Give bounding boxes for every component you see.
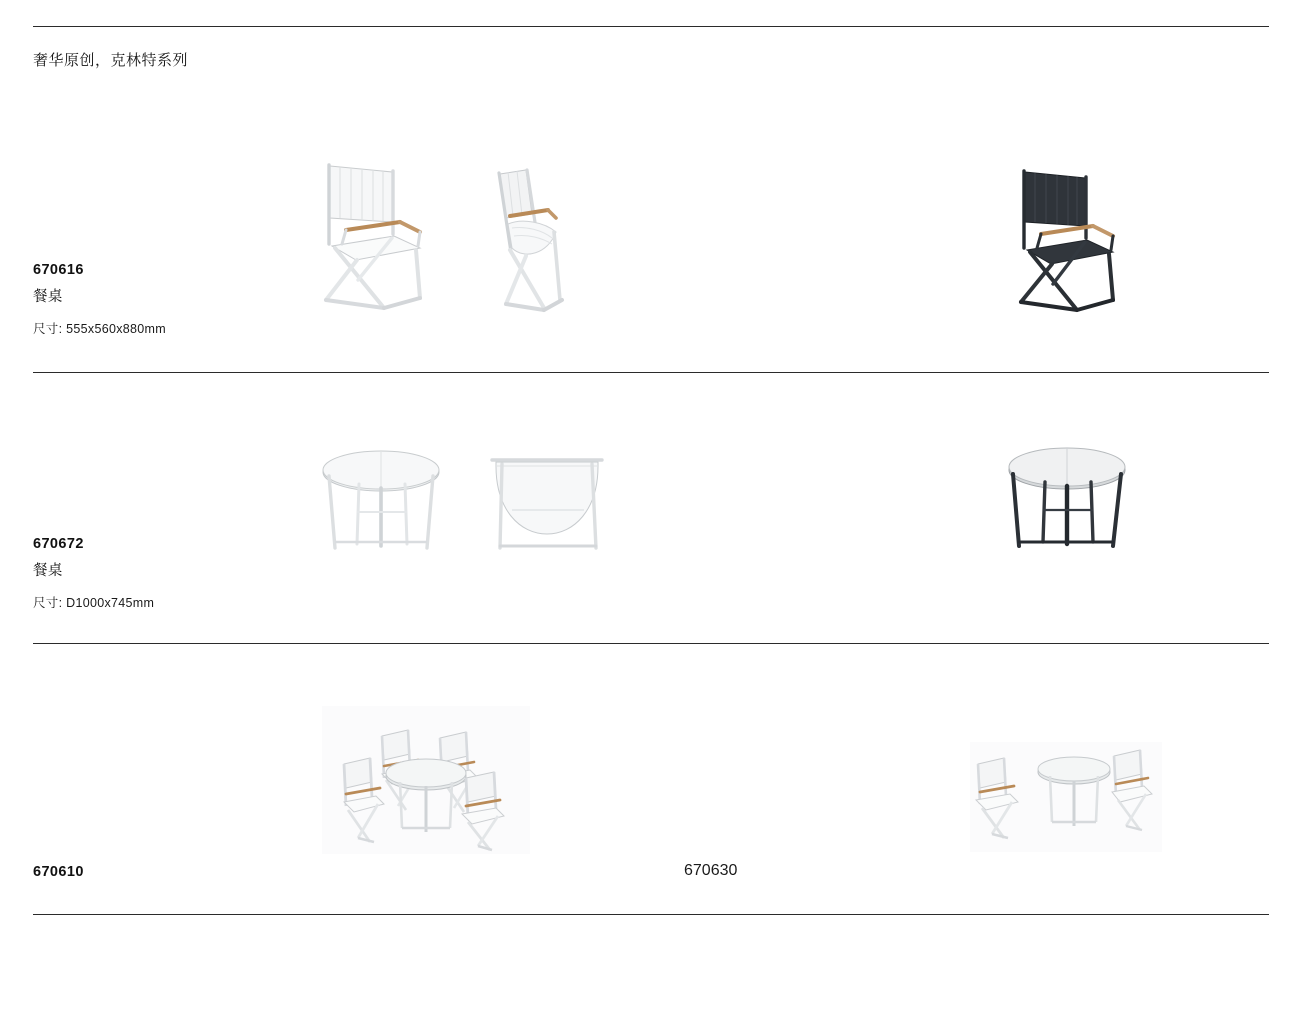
product-caption-670610 bbox=[33, 862, 84, 884]
product-caption-670630 bbox=[684, 862, 737, 880]
figure-chair-black-open bbox=[1005, 166, 1129, 316]
product-code: 670616 bbox=[33, 262, 84, 278]
row-sets bbox=[0, 646, 1302, 936]
row-divider-3 bbox=[33, 914, 1269, 915]
product-caption-670672 bbox=[33, 534, 154, 611]
figure-set-white-large bbox=[322, 706, 530, 854]
series-title: 奢华原创，克林特系列 bbox=[33, 52, 189, 69]
product-dimension: 尺寸: 555x560x880mm bbox=[33, 321, 166, 336]
figure-chair-white-folded bbox=[486, 168, 590, 316]
product-name: 餐桌 bbox=[33, 562, 63, 579]
figure-chair-white-open bbox=[308, 160, 438, 315]
figure-set-white-small bbox=[970, 742, 1162, 852]
product-dimension: 尺寸: D1000x745mm bbox=[33, 595, 155, 610]
product-caption-670616 bbox=[33, 260, 166, 337]
row-divider-2 bbox=[33, 643, 1269, 644]
row-divider-1 bbox=[33, 372, 1269, 373]
figure-table-white-round bbox=[313, 450, 455, 560]
row-670672 bbox=[0, 374, 1302, 646]
product-code: 670672 bbox=[33, 536, 84, 552]
product-code: 670610 bbox=[33, 864, 84, 880]
figure-table-black-round bbox=[995, 446, 1141, 558]
row-670616 bbox=[0, 0, 1302, 374]
product-code: 670630 bbox=[684, 862, 738, 879]
product-name: 餐桌 bbox=[33, 288, 63, 305]
figure-table-white-folded bbox=[478, 452, 620, 560]
